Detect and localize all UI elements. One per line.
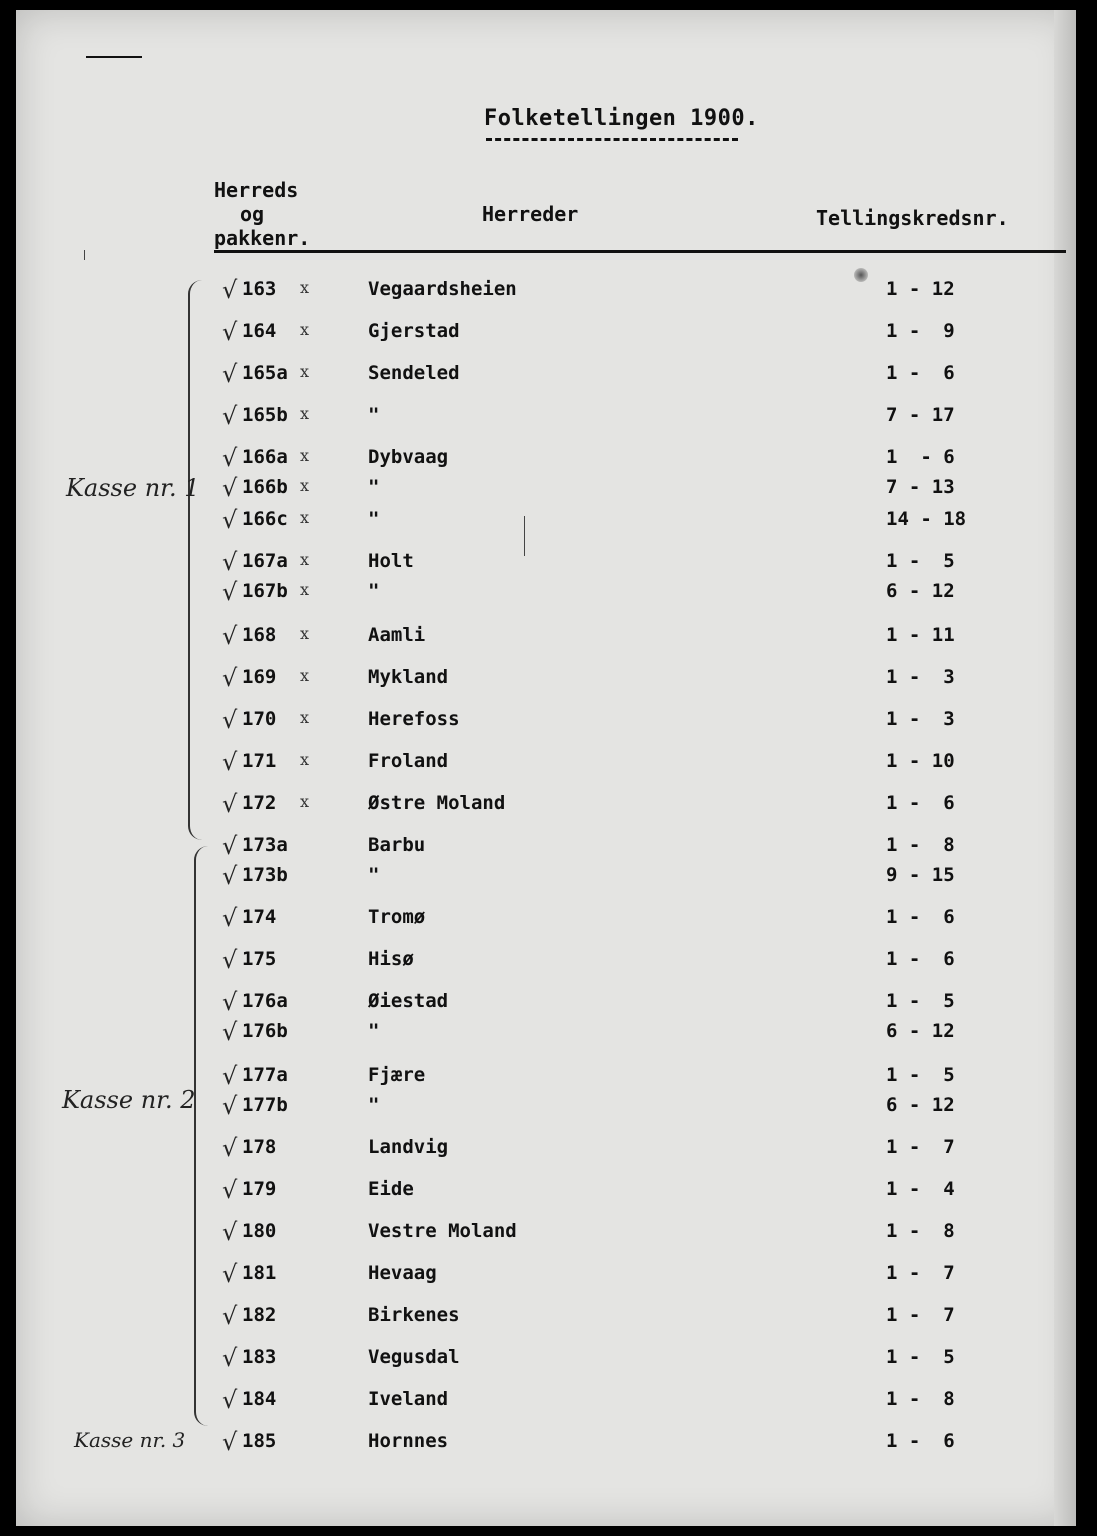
row-tellingskreds-range: 1 - 12: [886, 278, 955, 300]
row-herred-name: Hisø: [368, 948, 414, 970]
row-herred-name: ": [368, 580, 380, 602]
row-tellingskreds-range: 6 - 12: [886, 580, 955, 602]
table-row: [16, 474, 1076, 500]
check-tick-icon: √: [222, 360, 238, 388]
row-herred-name: Øiestad: [368, 990, 449, 1012]
row-herred-name: Holt: [368, 550, 414, 572]
row-cross-mark: x: [300, 278, 310, 297]
row-tellingskreds-range: 1 - 7: [886, 1136, 955, 1158]
row-herred-name: Sendeled: [368, 362, 460, 384]
row-herred-name: Aamli: [368, 624, 426, 646]
row-pakkenr: 171: [242, 750, 277, 772]
row-pakkenr: 175: [242, 948, 277, 970]
row-tellingskreds-range: 1 - 11: [886, 624, 955, 646]
table-row: [16, 1018, 1076, 1044]
row-herred-name: Tromø: [368, 906, 426, 928]
row-tellingskreds-range: 7 - 17: [886, 404, 955, 426]
table-row: [16, 706, 1076, 732]
row-pakkenr: 176b: [242, 1020, 288, 1042]
table-row: [16, 664, 1076, 690]
row-pakkenr: 173a: [242, 834, 288, 856]
row-pakkenr: 165a: [242, 362, 288, 384]
row-pakkenr: 169: [242, 666, 277, 688]
row-cross-mark: x: [300, 708, 310, 727]
row-herred-name: ": [368, 404, 380, 426]
check-tick-icon: √: [222, 832, 238, 860]
check-tick-icon: √: [222, 988, 238, 1016]
check-tick-icon: √: [222, 276, 238, 304]
check-tick-icon: √: [222, 1018, 238, 1046]
row-tellingskreds-range: 1 - 6: [886, 446, 955, 468]
check-tick-icon: √: [222, 1428, 238, 1456]
row-cross-mark: x: [300, 362, 310, 381]
check-tick-icon: √: [222, 1302, 238, 1330]
row-tellingskreds-range: 1 - 7: [886, 1262, 955, 1284]
row-herred-name: Vestre Moland: [368, 1220, 517, 1242]
row-pakkenr: 167a: [242, 550, 288, 572]
row-pakkenr: 163: [242, 278, 277, 300]
document-page: [16, 10, 1076, 1526]
table-row: [16, 946, 1076, 972]
row-herred-name: Barbu: [368, 834, 426, 856]
row-tellingskreds-range: 1 - 8: [886, 834, 955, 856]
check-tick-icon: √: [222, 622, 238, 650]
check-tick-icon: √: [222, 1176, 238, 1204]
row-pakkenr: 181: [242, 1262, 277, 1284]
row-herred-name: Vegusdal: [368, 1346, 460, 1368]
table-row: [16, 506, 1076, 532]
row-tellingskreds-range: 1 - 7: [886, 1304, 955, 1326]
row-herred-name: Dybvaag: [368, 446, 449, 468]
row-cross-mark: x: [300, 508, 310, 527]
row-pakkenr: 164: [242, 320, 277, 342]
row-pakkenr: 174: [242, 906, 277, 928]
row-cross-mark: x: [300, 750, 310, 769]
row-herred-name: Østre Moland: [368, 792, 506, 814]
row-pakkenr: 183: [242, 1346, 277, 1368]
table-row: [16, 1092, 1076, 1118]
table-row: [16, 862, 1076, 888]
row-tellingskreds-range: 1 - 10: [886, 750, 955, 772]
row-tellingskreds-range: 1 - 6: [886, 906, 955, 928]
table-row: [16, 1218, 1076, 1244]
row-herred-name: Mykland: [368, 666, 449, 688]
check-tick-icon: √: [222, 946, 238, 974]
row-cross-mark: x: [300, 666, 310, 685]
row-pakkenr: 173b: [242, 864, 288, 886]
row-herred-name: Birkenes: [368, 1304, 460, 1326]
row-cross-mark: x: [300, 446, 310, 465]
check-tick-icon: √: [222, 790, 238, 818]
row-cross-mark: x: [300, 476, 310, 495]
row-herred-name: ": [368, 1094, 380, 1116]
row-herred-name: Fjære: [368, 1064, 426, 1086]
header-tellingskredsnr: Tellingskredsnr.: [816, 206, 1009, 230]
row-pakkenr: 168: [242, 624, 277, 646]
row-herred-name: Eide: [368, 1178, 414, 1200]
row-cross-mark: x: [300, 792, 310, 811]
row-tellingskreds-range: 9 - 15: [886, 864, 955, 886]
row-tellingskreds-range: 1 - 4: [886, 1178, 955, 1200]
table-row: [16, 578, 1076, 604]
row-tellingskreds-range: 1 - 9: [886, 320, 955, 342]
header-col1-line2: og: [240, 202, 265, 226]
row-pakkenr: 184: [242, 1388, 277, 1410]
table-row: [16, 444, 1076, 470]
row-herred-name: Landvig: [368, 1136, 449, 1158]
check-tick-icon: √: [222, 748, 238, 776]
row-pakkenr: 182: [242, 1304, 277, 1326]
table-row: [16, 1260, 1076, 1286]
row-pakkenr: 180: [242, 1220, 277, 1242]
check-tick-icon: √: [222, 318, 238, 346]
check-tick-icon: √: [222, 1386, 238, 1414]
row-pakkenr: 177a: [242, 1064, 288, 1086]
herred-table: [16, 10, 1076, 1526]
row-tellingskreds-range: 14 - 18: [886, 508, 967, 530]
row-tellingskreds-range: 1 - 6: [886, 792, 955, 814]
check-tick-icon: √: [222, 1062, 238, 1090]
row-tellingskreds-range: 1 - 5: [886, 1346, 955, 1368]
row-herred-name: ": [368, 476, 380, 498]
check-tick-icon: √: [222, 474, 238, 502]
header-col1-line1: Herreds: [214, 178, 299, 202]
row-tellingskreds-range: 1 - 8: [886, 1388, 955, 1410]
row-tellingskreds-range: 1 - 3: [886, 666, 955, 688]
row-herred-name: Herefoss: [368, 708, 460, 730]
annotation-kasse-3: Kasse nr. 3: [74, 1428, 186, 1452]
row-pakkenr: 178: [242, 1136, 277, 1158]
row-cross-mark: x: [300, 404, 310, 423]
check-tick-icon: √: [222, 506, 238, 534]
table-row: [16, 790, 1076, 816]
row-pakkenr: 166a: [242, 446, 288, 468]
table-row: [16, 318, 1076, 344]
table-row: [16, 988, 1076, 1014]
table-row: [16, 748, 1076, 774]
table-row: [16, 1428, 1076, 1454]
table-row: [16, 402, 1076, 428]
row-tellingskreds-range: 6 - 12: [886, 1094, 955, 1116]
check-tick-icon: √: [222, 578, 238, 606]
row-herred-name: Iveland: [368, 1388, 449, 1410]
table-row: [16, 548, 1076, 574]
row-pakkenr: 170: [242, 708, 277, 730]
row-tellingskreds-range: 1 - 5: [886, 550, 955, 572]
table-row: [16, 1344, 1076, 1370]
row-tellingskreds-range: 1 - 6: [886, 948, 955, 970]
table-row: [16, 1386, 1076, 1412]
row-pakkenr: 179: [242, 1178, 277, 1200]
row-tellingskreds-range: 1 - 8: [886, 1220, 955, 1242]
check-tick-icon: √: [222, 1218, 238, 1246]
row-herred-name: Hornnes: [368, 1430, 449, 1452]
row-pakkenr: 167b: [242, 580, 288, 602]
check-tick-icon: √: [222, 1092, 238, 1120]
check-tick-icon: √: [222, 1344, 238, 1372]
check-tick-icon: √: [222, 862, 238, 890]
check-tick-icon: √: [222, 444, 238, 472]
row-herred-name: ": [368, 1020, 380, 1042]
header-col1-line3: pakkenr.: [214, 226, 311, 250]
check-tick-icon: √: [222, 904, 238, 932]
annotation-kasse-1: Kasse nr. 1: [66, 474, 200, 502]
row-tellingskreds-range: 1 - 5: [886, 990, 955, 1012]
check-tick-icon: √: [222, 1134, 238, 1162]
check-tick-icon: √: [222, 548, 238, 576]
header-herreder: Herreder: [482, 202, 579, 226]
table-row: [16, 904, 1076, 930]
table-row: [16, 1302, 1076, 1328]
row-herred-name: Vegaardsheien: [368, 278, 517, 300]
row-tellingskreds-range: 6 - 12: [886, 1020, 955, 1042]
row-herred-name: Hevaag: [368, 1262, 437, 1284]
table-row: [16, 360, 1076, 386]
document-title: Folketellingen 1900.: [484, 106, 759, 131]
check-tick-icon: √: [222, 402, 238, 430]
row-pakkenr: 185: [242, 1430, 277, 1452]
row-pakkenr: 177b: [242, 1094, 288, 1116]
row-cross-mark: x: [300, 320, 310, 339]
row-herred-name: Gjerstad: [368, 320, 460, 342]
table-row: [16, 832, 1076, 858]
annotation-kasse-2: Kasse nr. 2: [62, 1086, 196, 1114]
row-cross-mark: x: [300, 550, 310, 569]
check-tick-icon: √: [222, 706, 238, 734]
table-row: [16, 276, 1076, 302]
row-tellingskreds-range: 1 - 3: [886, 708, 955, 730]
row-pakkenr: 172: [242, 792, 277, 814]
row-cross-mark: x: [300, 580, 310, 599]
table-row: [16, 1134, 1076, 1160]
check-tick-icon: √: [222, 664, 238, 692]
table-row: [16, 1176, 1076, 1202]
row-tellingskreds-range: 7 - 13: [886, 476, 955, 498]
row-herred-name: ": [368, 508, 380, 530]
row-tellingskreds-range: 1 - 6: [886, 1430, 955, 1452]
row-pakkenr: 176a: [242, 990, 288, 1012]
row-tellingskreds-range: 1 - 6: [886, 362, 955, 384]
row-tellingskreds-range: 1 - 5: [886, 1064, 955, 1086]
table-row: [16, 1062, 1076, 1088]
row-herred-name: Froland: [368, 750, 449, 772]
row-herred-name: ": [368, 864, 380, 886]
row-cross-mark: x: [300, 624, 310, 643]
row-pakkenr: 166b: [242, 476, 288, 498]
row-pakkenr: 165b: [242, 404, 288, 426]
row-pakkenr: 166c: [242, 508, 288, 530]
check-tick-icon: √: [222, 1260, 238, 1288]
table-row: [16, 622, 1076, 648]
